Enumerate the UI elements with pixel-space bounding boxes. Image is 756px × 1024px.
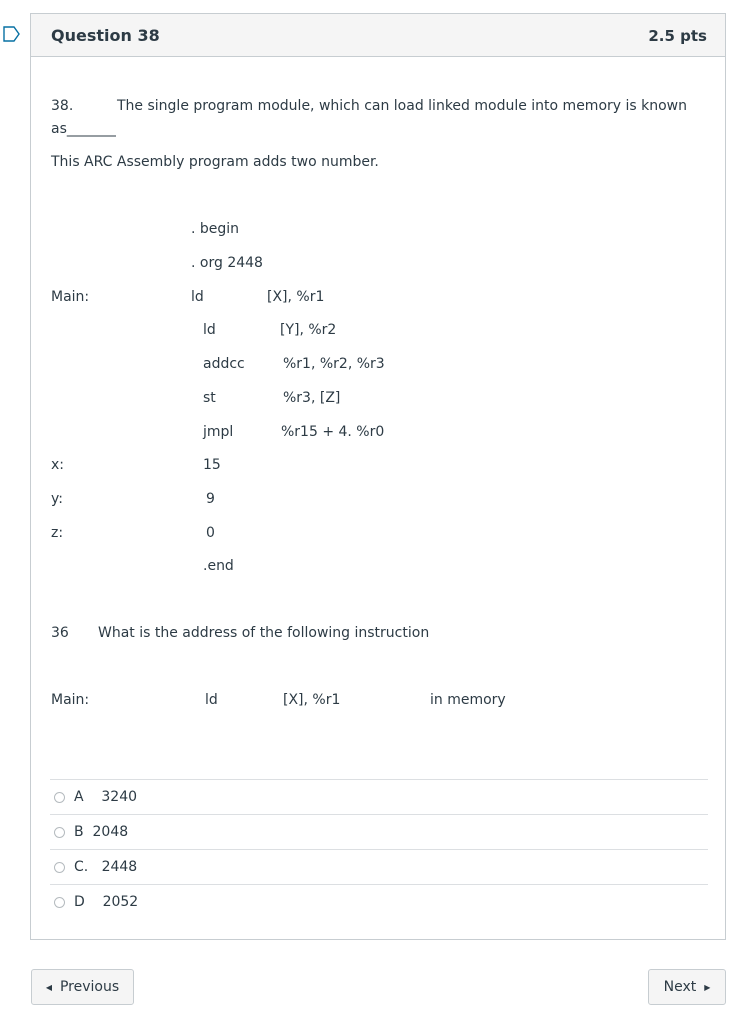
- code-op: jmpl: [203, 424, 234, 440]
- answer-label: A 3240: [74, 789, 138, 805]
- answer-option-c[interactable]: [50, 849, 708, 884]
- answer-label: B 2048: [74, 824, 129, 840]
- radio-button[interactable]: [54, 862, 65, 873]
- code-z-value: 0: [206, 525, 215, 541]
- code-x-label: x:: [51, 457, 65, 473]
- radio-button[interactable]: [54, 897, 65, 908]
- answer-option-a[interactable]: [50, 779, 708, 814]
- code-args: [Y], %r2: [280, 322, 337, 338]
- code-args: %r1, %r2, %r3: [283, 356, 385, 372]
- code-args: %r3, [Z]: [283, 390, 341, 406]
- code-op: ld: [203, 322, 216, 338]
- code-y-label: y:: [51, 491, 63, 507]
- flag-question-icon[interactable]: [3, 26, 21, 42]
- answer-list: [50, 779, 708, 919]
- answer-option-d[interactable]: [50, 884, 708, 919]
- code-op: ld: [191, 289, 204, 305]
- sub-question-main-label: Main:: [51, 692, 90, 708]
- question-text: The single program module, which can load linked module into memory is known: [117, 98, 688, 114]
- code-begin: . begin: [191, 221, 240, 237]
- code-y-value: 9: [206, 491, 215, 507]
- program-intro: This ARC Assembly program adds two number.: [51, 154, 379, 170]
- sub-question-args: [X], %r1: [283, 692, 341, 708]
- radio-button[interactable]: [54, 827, 65, 838]
- previous-label: Previous: [59, 979, 120, 995]
- radio-button[interactable]: [54, 792, 65, 803]
- code-z-label: z:: [51, 525, 64, 541]
- previous-button[interactable]: [31, 969, 134, 1005]
- code-op: addcc: [203, 356, 245, 372]
- code-x-value: 15: [203, 457, 221, 473]
- question-card: [30, 13, 726, 940]
- code-main-label: Main:: [51, 289, 90, 305]
- question-title: Question 38: [51, 26, 160, 45]
- next-label: Next: [663, 979, 697, 995]
- question-points: 2.5 pts: [648, 27, 707, 45]
- answer-label: D 2052: [74, 894, 139, 910]
- question-number: 38.: [51, 98, 74, 114]
- question-text-cont: as_______: [51, 121, 116, 137]
- sub-question-tail: in memory: [430, 692, 506, 708]
- sub-question-op: ld: [205, 692, 218, 708]
- code-args: [X], %r1: [267, 289, 325, 305]
- question-header: [31, 14, 725, 57]
- code-end: .end: [203, 558, 234, 574]
- caret-left-icon: ◀: [45, 982, 52, 992]
- code-org: . org 2448: [191, 255, 263, 271]
- caret-right-icon: ▶: [704, 982, 711, 992]
- code-args: %r15 + 4. %r0: [281, 424, 385, 440]
- next-button[interactable]: [648, 969, 726, 1005]
- sub-question-text: What is the address of the following instruction: [98, 625, 430, 641]
- code-op: st: [203, 390, 216, 406]
- answer-label: C. 2448: [74, 859, 138, 875]
- answer-option-b[interactable]: [50, 814, 708, 849]
- sub-question-number: 36: [51, 625, 69, 641]
